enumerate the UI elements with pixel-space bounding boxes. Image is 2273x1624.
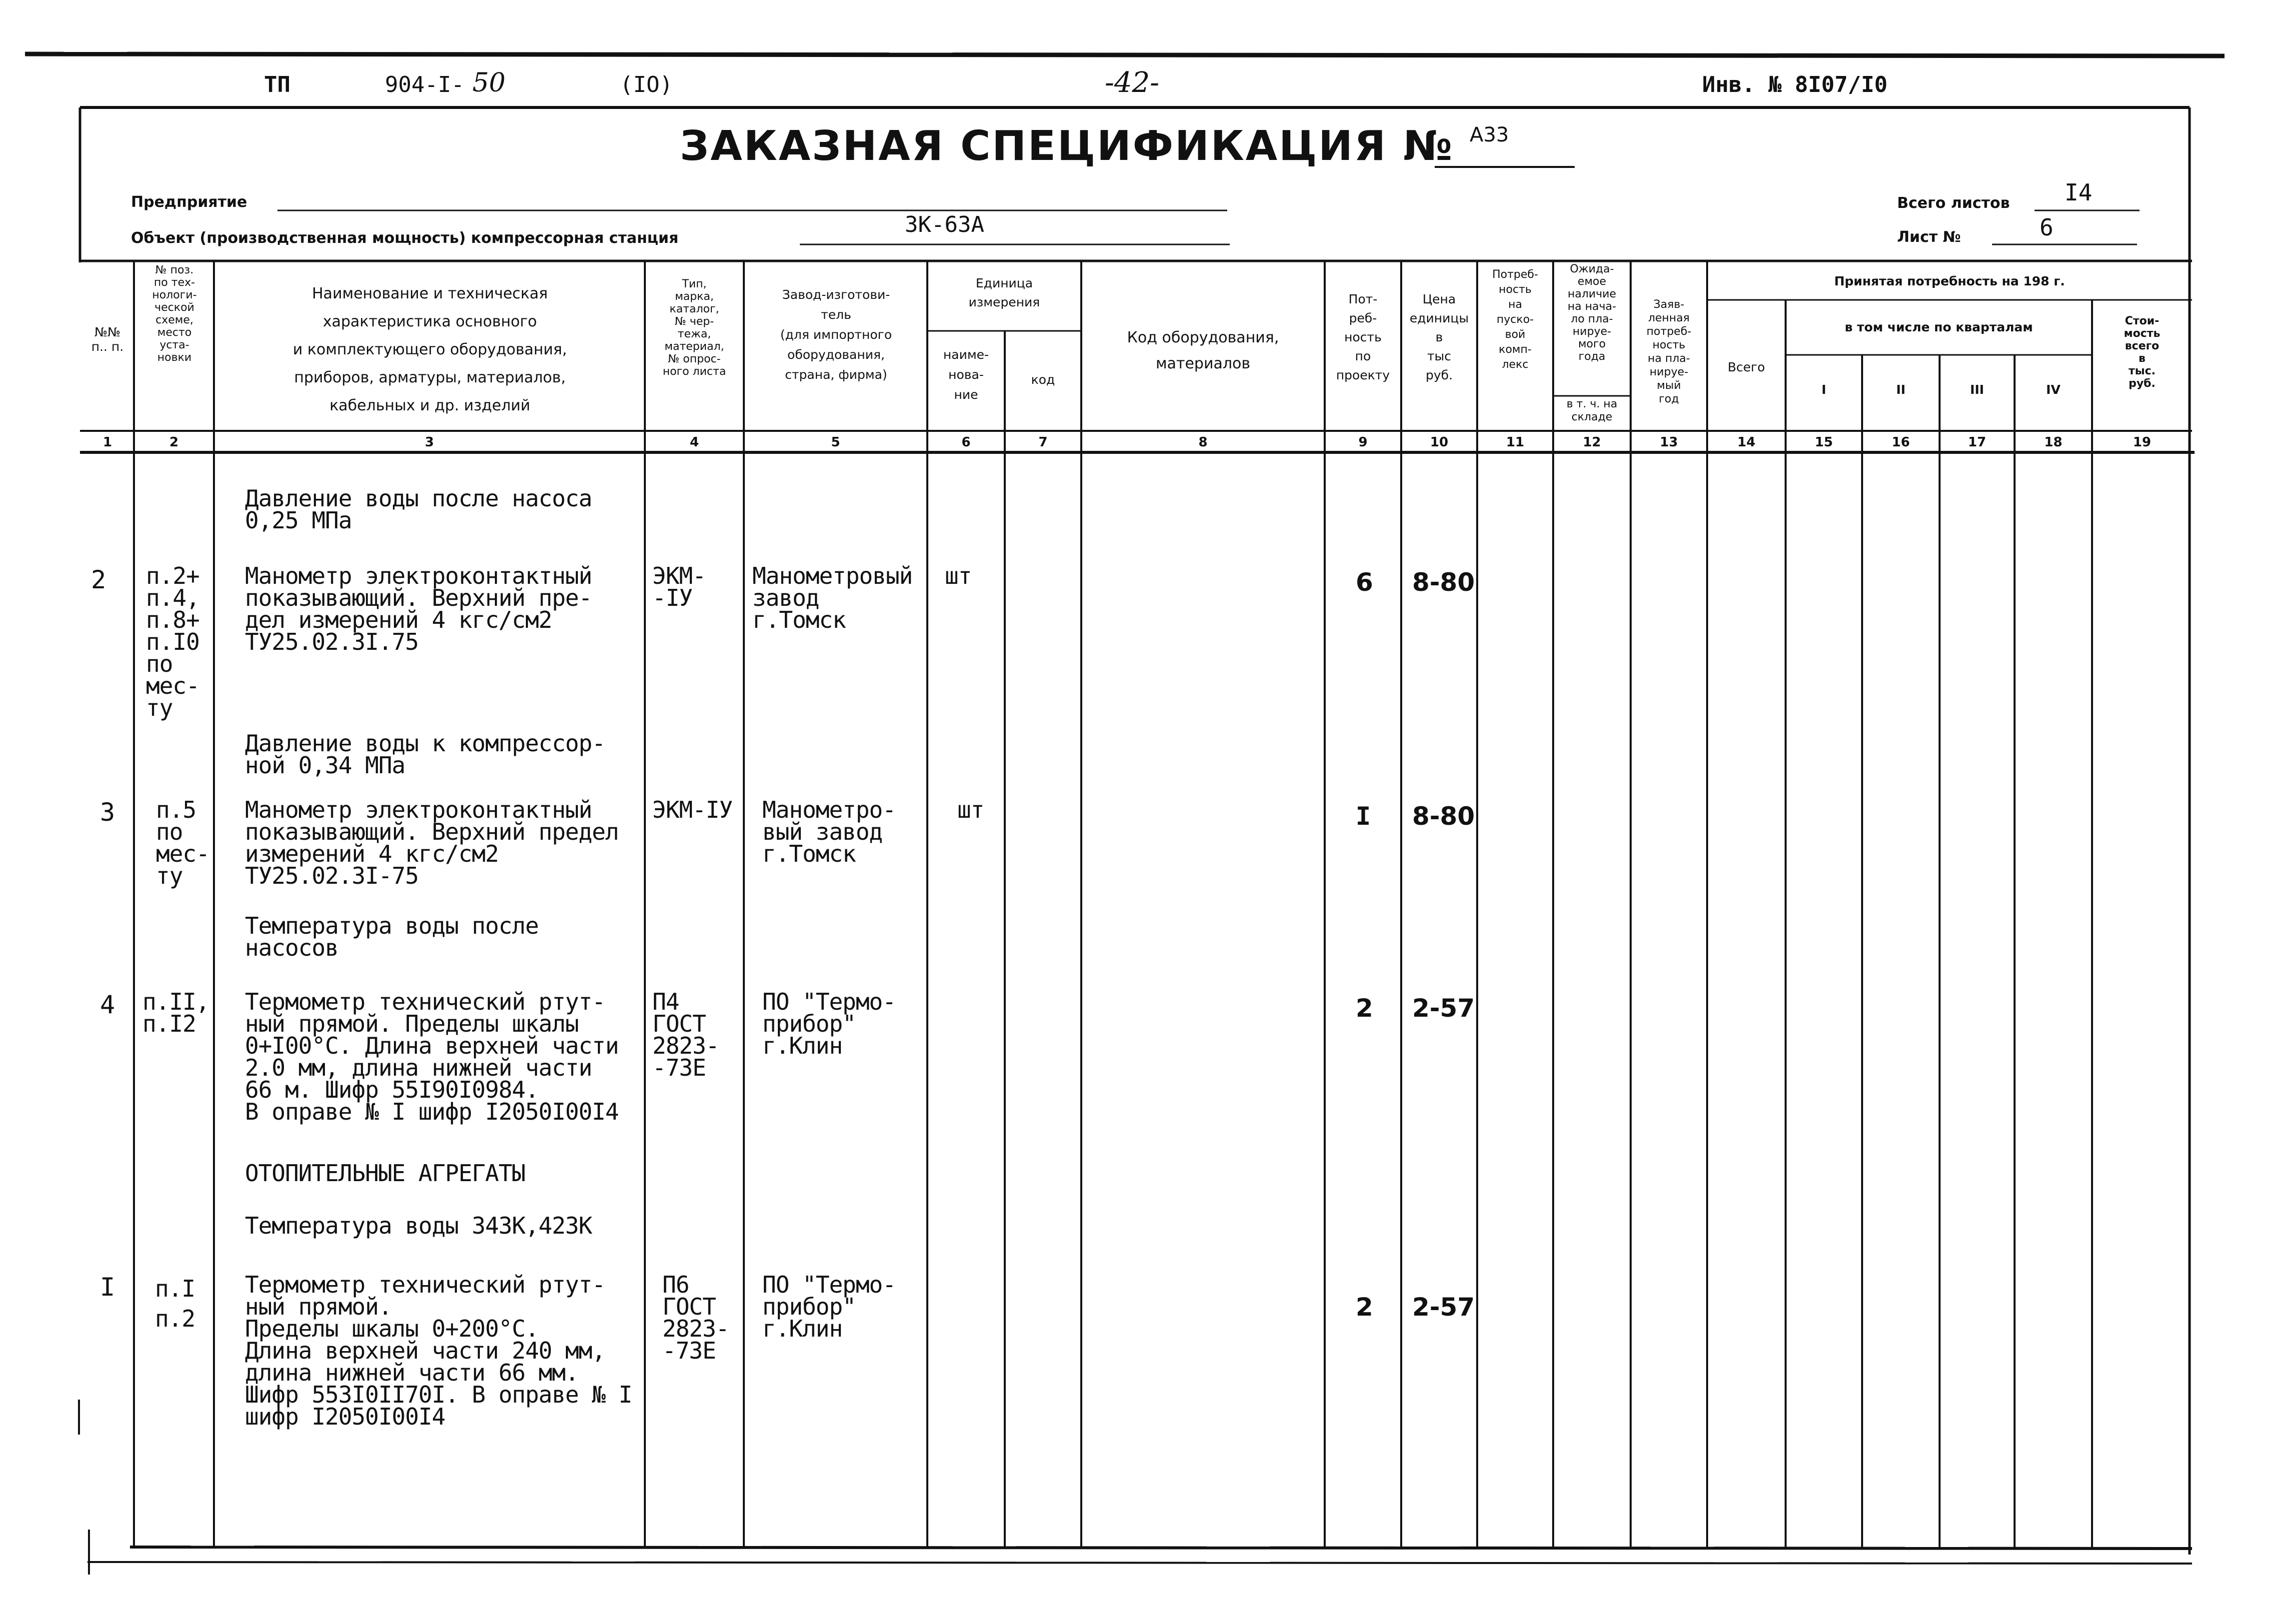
top-rule xyxy=(25,54,2225,56)
col-14-header: Всего xyxy=(1728,360,1765,374)
col-number: 5 xyxy=(831,435,840,450)
row-name: Манометр электроконтактный показывающий. Верхний предел измерений 4 кгс/см2 ТУ25.02.3I-75 xyxy=(245,796,619,889)
row-name: Манометр электроконтактный показывающий. Верхний пре- дел измерений 4 кгс/см2 ТУ25.02.3I.75 xyxy=(245,562,592,655)
col-number: 17 xyxy=(1968,435,1987,450)
table-bottom-2 xyxy=(87,1562,2192,1564)
col-number: 4 xyxy=(689,435,699,450)
col-19-header: Стои- мость всего в тыс. руб. xyxy=(2124,315,2161,390)
col-2-header: № поз. по тех- нологи- ческой схеме, место уста- новки xyxy=(152,264,197,364)
col-9-header: Пот- реб- ность по проекту xyxy=(1336,292,1390,382)
stock-note: в т. ч. на складе xyxy=(1566,398,1618,423)
col-number: 16 xyxy=(1892,435,1910,450)
sheet-label: Лист № xyxy=(1897,228,1961,246)
col-16-header: II xyxy=(1896,382,1906,397)
enterprise-label: Предприятие xyxy=(131,193,247,211)
spec-number: А33 xyxy=(1470,123,1509,146)
col-12-header: Ожида- емое наличие на нача- ло пла- нируе- мого года xyxy=(1567,263,1617,363)
col-7-header: код xyxy=(1031,372,1055,387)
row-maker: ПО "Термо- прибор" г.Клин xyxy=(762,1271,896,1342)
row-unit: шт xyxy=(957,796,984,823)
col-number: 13 xyxy=(1660,435,1678,450)
row-price: 8-80 xyxy=(1412,568,1475,597)
row-name: Термометр технический ртут- ный прямой. Пределы шкалы 0+200°С. Длина верхней части 240 мм, длина нижней части 66 мм. Шифр 553I0II70I. В оправе № I шифр I2050I00I4 xyxy=(245,1271,632,1430)
col-number: 18 xyxy=(2044,435,2063,450)
row-quantity: I xyxy=(1356,802,1371,831)
col-10-header: Цена единицы в тыс руб. xyxy=(1409,292,1469,382)
col-number: 12 xyxy=(1583,435,1601,450)
col-number: 7 xyxy=(1038,435,1048,450)
col-1-header: №№ п.. п. xyxy=(91,325,124,354)
row-quantity: 6 xyxy=(1356,568,1373,597)
col-11-header: Потреб- ность на пуско- вой комп- лекс xyxy=(1492,268,1538,371)
row-number: 4 xyxy=(100,990,115,1019)
row-maker: Манометро- вый завод г.Томск xyxy=(762,796,896,867)
col-number: 10 xyxy=(1430,435,1449,450)
col-number: 14 xyxy=(1737,435,1756,450)
total-sheets-underline xyxy=(2035,209,2140,212)
col-number: 8 xyxy=(1198,435,1208,450)
row-name: Термометр технический ртут- ный прямой. Пределы шкалы 0+I00°С. Длина верхней части 2.0 мм, длина нижней части 66 м. Шифр 55I90I0984. В оправе № I шифр I2050I00I4 xyxy=(245,988,619,1125)
row-price: 8-80 xyxy=(1412,802,1475,831)
col-number: 11 xyxy=(1506,435,1525,450)
table-bottom xyxy=(130,1547,2192,1549)
accepted-group-header: Принятая потребность на 198 г. xyxy=(1834,274,2065,288)
section-heading: ОТОПИТЕЛЬНЫЕ АГРЕГАТЫ xyxy=(245,1160,525,1187)
row-position: п.II, п.I2 xyxy=(142,988,209,1037)
row-position: п.I п.2 xyxy=(155,1275,195,1332)
col-8-header: Код оборудования, материалов xyxy=(1127,329,1279,372)
col-number: 6 xyxy=(961,435,971,450)
col-15-header: I xyxy=(1821,382,1827,397)
col-3-header: Наименование и техническая характеристика основного и комплектующего оборудования, приборов, арматуры, материалов, кабельных и др. изделий xyxy=(292,285,567,414)
col-6-header: наиме- нова- ние xyxy=(943,347,989,402)
col-5-header: Завод-изготови- тель (для импортного оборудования, страна, фирма) xyxy=(780,287,892,382)
total-sheets-value: I4 xyxy=(2065,179,2093,206)
col-number: 1 xyxy=(102,435,112,450)
col-number: 9 xyxy=(1358,435,1368,450)
object-underline xyxy=(800,243,1230,246)
row-number: 3 xyxy=(100,798,115,827)
section-heading: Температура воды после насосов xyxy=(245,912,539,961)
row-position: п.5 по мес- ту xyxy=(156,796,209,889)
unit-group-header: Единица измерения xyxy=(968,276,1040,309)
object-label: Объект (производственная мощность) компрессорная станция xyxy=(131,229,679,247)
row-type: ЭКМ- -IУ xyxy=(652,562,706,611)
project-code: 904-I- xyxy=(385,72,464,97)
page-title: ЗАКАЗНАЯ СПЕЦИФИКАЦИЯ № xyxy=(680,122,1454,170)
row-type: ЭКМ-IУ xyxy=(652,796,733,823)
total-sheets-label: Всего листов xyxy=(1897,194,2010,212)
row-price: 2-57 xyxy=(1412,1293,1475,1322)
series-code: ТП xyxy=(264,72,290,97)
col-number: 3 xyxy=(424,435,434,450)
col-18-header: IV xyxy=(2046,382,2061,397)
col-13-header: Заяв- ленная потреб- ность на пла- нируе- мый год xyxy=(1646,298,1692,405)
row-number: I xyxy=(100,1273,115,1302)
row-number: 2 xyxy=(91,565,106,594)
quarters-group-header: в том числе по кварталам xyxy=(1845,320,2033,334)
section-heading: Давление воды к компрессор- ной 0,34 МПа xyxy=(245,730,605,779)
project-code-handwritten: 50 xyxy=(472,68,506,98)
row-quantity: 2 xyxy=(1356,994,1373,1023)
col-number: 19 xyxy=(2133,435,2152,450)
col-number: 2 xyxy=(169,435,179,450)
page-number: -42- xyxy=(1105,66,1160,99)
row-unit: шт xyxy=(945,562,972,589)
col-number: 15 xyxy=(1815,435,1833,450)
row-maker: ПО "Термо- прибор" г.Клин xyxy=(762,988,896,1059)
row-type: П6 ГОСТ 2823- -73Е xyxy=(662,1271,729,1364)
row-maker: Манометровый завод г.Томск xyxy=(752,562,913,633)
section-heading: Температура воды 343К,423К xyxy=(245,1212,592,1239)
row-position: п.2+ п.4, п.8+ п.I0 по мес- ту xyxy=(146,562,199,721)
inventory-number: Инв. № 8I07/I0 xyxy=(1702,72,1888,97)
album-number: (IO) xyxy=(620,72,673,97)
sheet-underline xyxy=(1992,243,2137,246)
object-value: 3К-63А xyxy=(905,212,984,237)
sheet-value: 6 xyxy=(2040,214,2054,241)
row-quantity: 2 xyxy=(1356,1293,1373,1322)
row-type: П4 ГОСТ 2823- -73Е xyxy=(652,988,719,1081)
col-17-header: III xyxy=(1970,382,1984,397)
row-price: 2-57 xyxy=(1412,994,1475,1023)
col-4-header: Тип, марка, каталог, № чер- тежа, материал, № опрос- ного листа xyxy=(662,278,726,378)
enterprise-underline xyxy=(277,209,1227,212)
section-heading: Давление воды после насоса 0,25 МПа xyxy=(245,485,592,534)
spec-number-underline xyxy=(1435,165,1575,169)
